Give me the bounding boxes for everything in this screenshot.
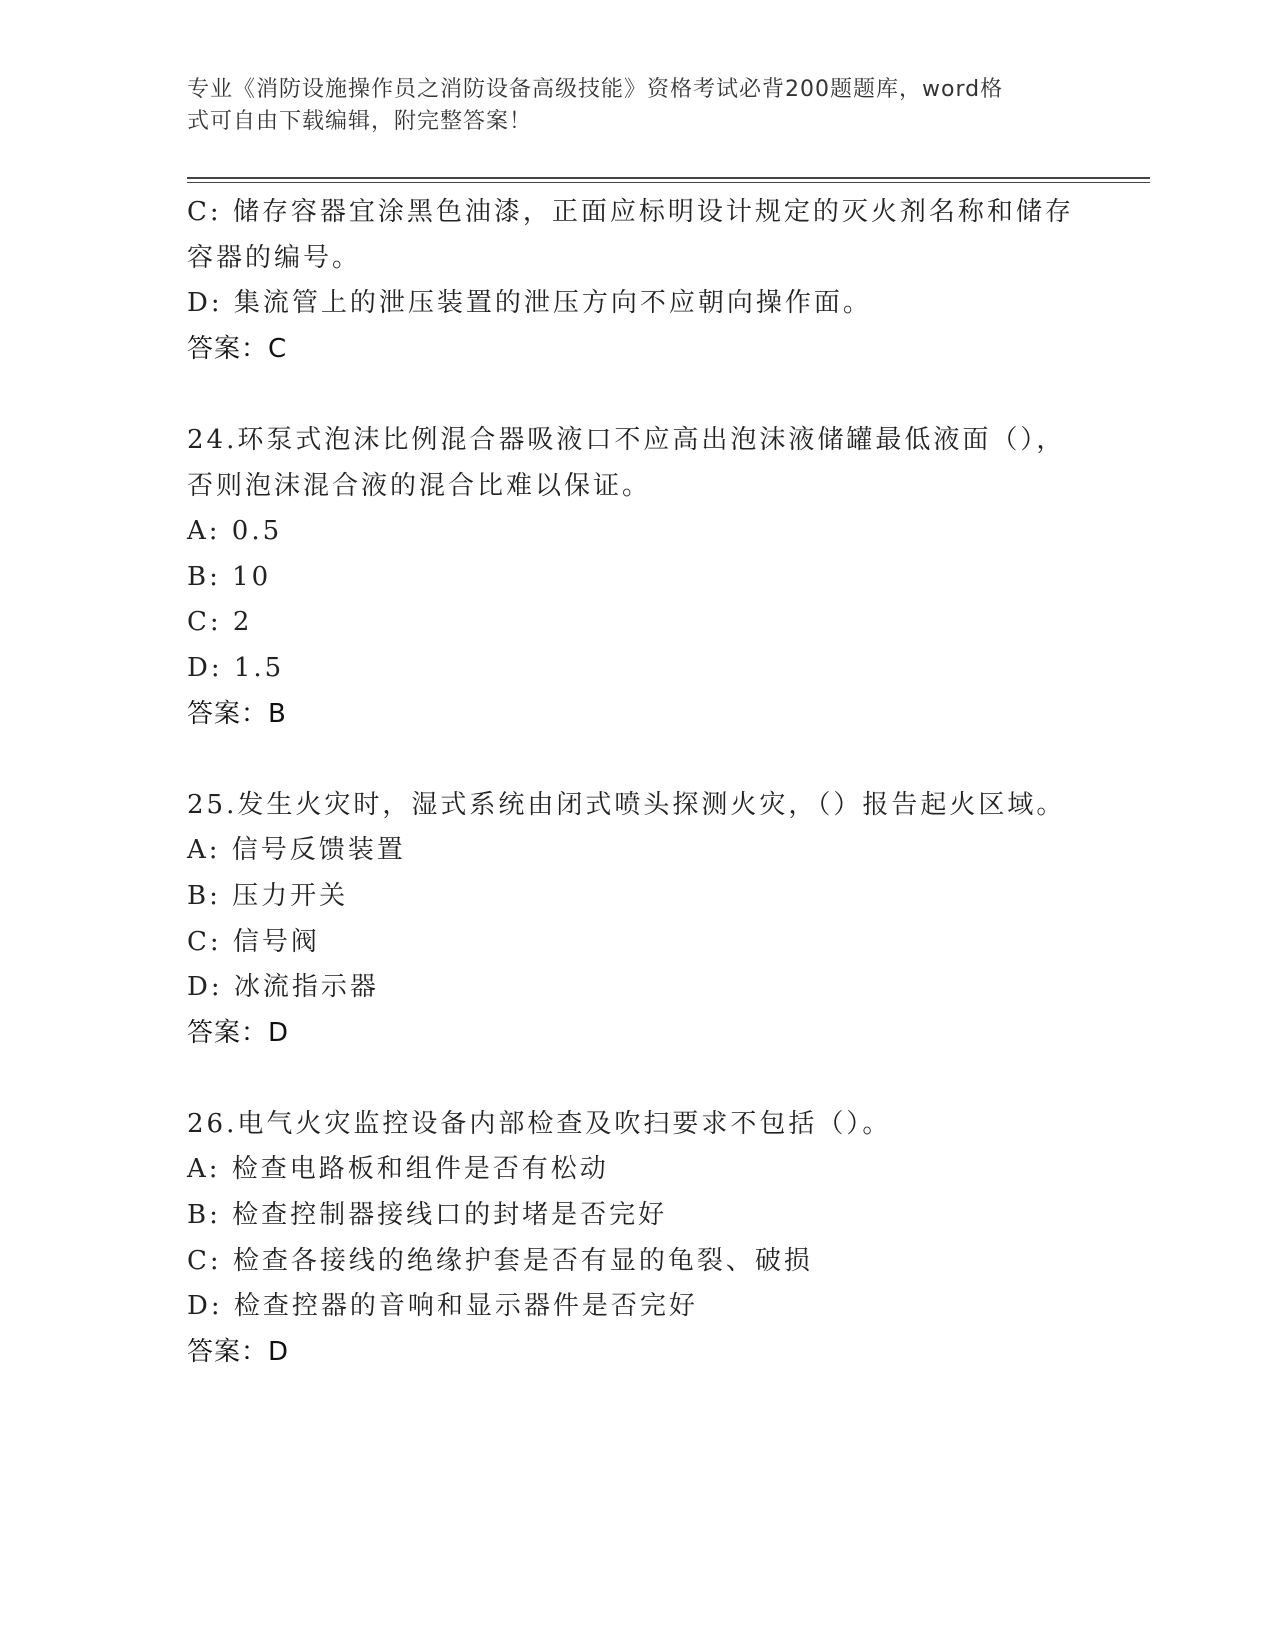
option-c: C: 储存容器宜涂黑色油漆，正面应标明设计规定的灭火剂名称和储存 [187,197,1074,227]
option-b: B: 压力开关 [187,880,349,911]
option-c: C: 信号阀 [187,926,320,957]
header-line-1: 专业《消防设施操作员之消防设备高级技能》资格考试必背200题题库，word格 [187,77,1004,102]
answer: 答案：C [187,333,288,364]
option-a: A: 信号反馈装置 [187,835,406,866]
option-c: C: 2 [187,607,253,638]
question-24 [187,418,1087,737]
header-line-2: 式可自由下载编辑，附完整答案！ [187,109,533,134]
question-text: 24.环泵式泡沫比例混合器吸液口不应高出泡沫液储罐最低液面（）， [187,424,1066,455]
option-d: D: 冰流指示器 [187,972,379,1003]
answer: 答案：D [187,1017,290,1048]
continued-question [187,190,1087,372]
answer: 答案：B [187,698,287,729]
option-b: B: 10 [187,561,272,592]
option-a: A: 0.5 [187,516,283,547]
question-text: 26.电气火灾监控设备内部检查及吹扫要求不包括（）。 [187,1108,892,1139]
question-25 [187,783,1087,1057]
option-d: D: 集流管上的泄压装置的泄压方向不应朝向操作面。 [187,288,872,319]
option-c: C: 检查各接线的绝缘护套是否有显的龟裂、破损 [187,1245,813,1276]
option-d: D: 1.5 [187,652,285,683]
header-divider [187,177,1150,183]
option-d: D: 检查控器的音响和显示器件是否完好 [187,1291,698,1322]
page-header [187,74,1087,138]
question-text-continued: 否则泡沫混合液的混合比难以保证。 [187,470,652,501]
option-b: B: 检查控制器接线口的封堵是否完好 [187,1200,668,1231]
answer: 答案：D [187,1336,290,1367]
question-text: 25.发生火灾时，湿式系统由闭式喷头探测火灾，（）报告起火区域。 [187,789,1066,820]
option-a: A: 检查电路板和组件是否有松动 [187,1154,609,1185]
document-body [187,190,1087,1375]
option-c-continued: 容器的编号。 [187,242,362,273]
question-26 [187,1102,1087,1376]
